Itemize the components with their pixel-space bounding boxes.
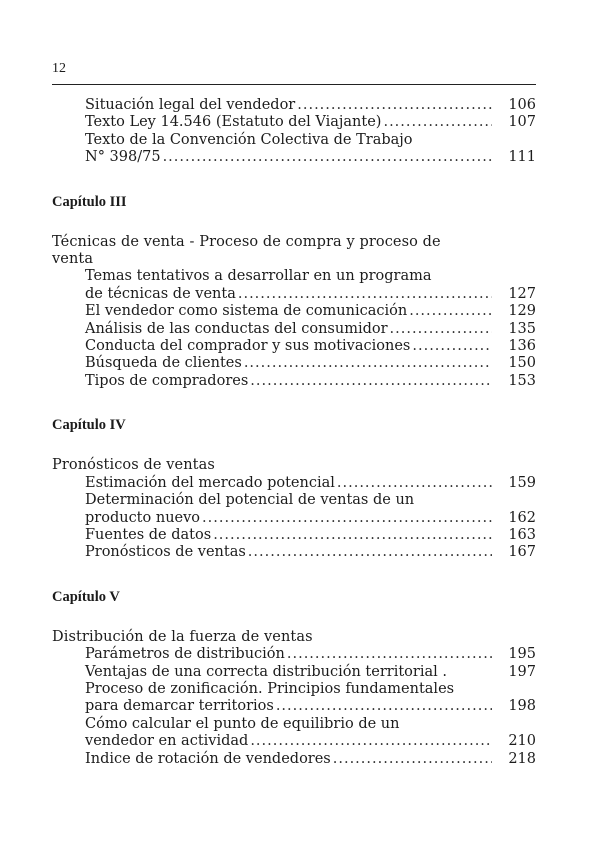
dot-leader	[412, 338, 492, 355]
toc-entry-line	[85, 321, 536, 338]
toc-entry-page: 159	[508, 474, 536, 491]
toc-entry-title: Análisis de las conductas del consumidor	[85, 320, 388, 337]
toc-entry-page: 107	[508, 114, 536, 131]
toc-entry-page: 111	[508, 149, 536, 166]
toc-entry-title: Estimación del mercado potencial	[85, 474, 335, 491]
toc-entry-line	[85, 544, 536, 561]
toc-entry	[52, 97, 536, 114]
chapter-list	[52, 167, 536, 768]
chapter-heading: Capítulo V	[52, 588, 120, 605]
chapter-section	[52, 562, 536, 768]
toc-entry-title: producto nuevo	[85, 509, 201, 526]
toc-entry-title: Búsqueda de clientes	[85, 355, 242, 372]
toc-entry-page: 106	[508, 97, 536, 113]
toc-entry	[52, 373, 536, 390]
toc-entry-page: 197	[508, 663, 536, 680]
chapter-section	[52, 167, 536, 391]
toc-entry	[52, 114, 536, 131]
toc-entry-page: 135	[508, 320, 536, 337]
dot-leader	[337, 475, 492, 492]
toc-entry	[52, 681, 536, 716]
toc-entry-title: Ventajas de una correcta distribución territorial .	[85, 663, 447, 680]
toc-entry-title: El vendedor como sistema de comunicación	[85, 303, 408, 320]
dot-leader	[333, 751, 492, 768]
dot-leader	[383, 114, 492, 131]
toc-entry-title: Conducta del comprador y sus motivaciones	[85, 338, 411, 355]
header-rule	[52, 84, 536, 85]
toc-entry-title: vendedor en actividad	[85, 733, 249, 750]
toc-entry-title: para demarcar territorios	[85, 698, 274, 715]
toc-entry-line	[85, 355, 536, 372]
toc-entry-line	[85, 286, 536, 303]
toc-entry-first-line: Proceso de zonificación. Principios fundamentales	[85, 680, 455, 697]
toc-entry	[52, 664, 536, 681]
chapter-entry-list	[52, 646, 536, 768]
toc-entry	[52, 544, 536, 561]
toc-entry-title: Indice de rotación de vendedores	[85, 750, 331, 767]
toc-entry	[52, 527, 536, 544]
toc-entry	[52, 716, 536, 751]
toc-entry-line	[85, 149, 536, 166]
toc-entry-title: Fuentes de datos	[85, 526, 212, 543]
chapter-title: Técnicas de venta - Proceso de compra y proceso de venta	[52, 233, 441, 268]
toc-entry-first-line: Cómo calcular el punto de equilibrio de un	[85, 715, 400, 732]
toc-entry	[52, 303, 536, 320]
toc-entry	[52, 321, 536, 338]
table-of-contents	[52, 97, 536, 768]
toc-entry-page: 129	[508, 303, 536, 320]
toc-entry-line	[85, 338, 536, 355]
toc-entry-page: 153	[508, 372, 536, 389]
toc-entry-line	[85, 527, 536, 544]
chapter-entry-list	[52, 268, 536, 390]
toc-entry	[52, 338, 536, 355]
dot-leader	[250, 373, 492, 390]
dot-leader	[248, 544, 492, 561]
dot-leader	[202, 510, 492, 527]
dot-leader	[250, 733, 492, 750]
toc-entry-line	[85, 373, 536, 390]
toc-entry	[52, 492, 536, 527]
toc-entry-line	[85, 646, 536, 663]
toc-entry	[52, 646, 536, 663]
dot-leader	[297, 97, 492, 114]
toc-entry	[52, 355, 536, 372]
toc-entry-first-line: Determinación del potencial de ventas de un	[85, 492, 415, 509]
toc-entry-first-line: Temas tentativos a desarrollar en un programa	[85, 268, 432, 285]
dot-leader	[213, 527, 492, 544]
toc-entry-page: 195	[508, 646, 536, 663]
toc-entry-line	[85, 510, 536, 527]
toc-entry-page: 162	[508, 509, 536, 526]
toc-entry-line	[85, 114, 536, 131]
toc-entry-line	[85, 698, 536, 715]
toc-entry-title: N° 398/75	[85, 149, 161, 166]
dot-leader	[390, 321, 492, 338]
dot-leader	[287, 646, 492, 663]
dot-leader	[409, 303, 492, 320]
toc-entry-page: 150	[508, 355, 536, 372]
intro-entry-list	[52, 97, 536, 167]
toc-entry-page: 163	[508, 526, 536, 543]
toc-entry-line	[85, 664, 536, 681]
toc-entry-line	[85, 303, 536, 320]
dot-leader	[244, 355, 492, 372]
toc-entry-line	[85, 475, 536, 492]
chapter-entry-list	[52, 475, 536, 562]
chapter-title: Pronósticos de ventas	[52, 457, 215, 474]
toc-entry-page: 127	[508, 285, 536, 302]
toc-entry	[52, 132, 536, 167]
dot-leader	[276, 698, 492, 715]
toc-entry-line	[85, 751, 536, 768]
toc-entry-title: Pronósticos de ventas	[85, 544, 246, 561]
toc-entry-line	[85, 97, 536, 114]
chapter-heading: Capítulo IV	[52, 417, 126, 434]
toc-entry	[52, 751, 536, 768]
toc-entry-first-line: Texto de la Convención Colectiva de Trabajo	[85, 131, 413, 148]
toc-entry-page: 218	[508, 750, 536, 767]
toc-entry-title: Parámetros de distribución	[85, 646, 285, 663]
page-number: 12	[52, 61, 66, 76]
toc-entry-page: 136	[508, 338, 536, 355]
toc-entry	[52, 268, 536, 303]
toc-entry	[52, 475, 536, 492]
toc-entry-page: 210	[508, 733, 536, 750]
toc-entry-line	[85, 733, 536, 750]
chapter-heading: Capítulo III	[52, 193, 127, 210]
dot-leader	[238, 286, 492, 303]
toc-entry-page: 167	[508, 544, 536, 561]
toc-entry-page: 198	[508, 698, 536, 715]
dot-leader	[163, 149, 492, 166]
toc-entry-title: de técnicas de venta	[85, 285, 236, 302]
chapter-section	[52, 390, 536, 561]
chapter-title: Distribución de la fuerza de ventas	[52, 628, 313, 645]
toc-entry-title: Tipos de compradores	[85, 372, 249, 389]
toc-entry-title: Texto Ley 14.546 (Estatuto del Viajante)	[85, 114, 382, 131]
toc-entry-title: Situación legal del vendedor	[85, 97, 296, 113]
